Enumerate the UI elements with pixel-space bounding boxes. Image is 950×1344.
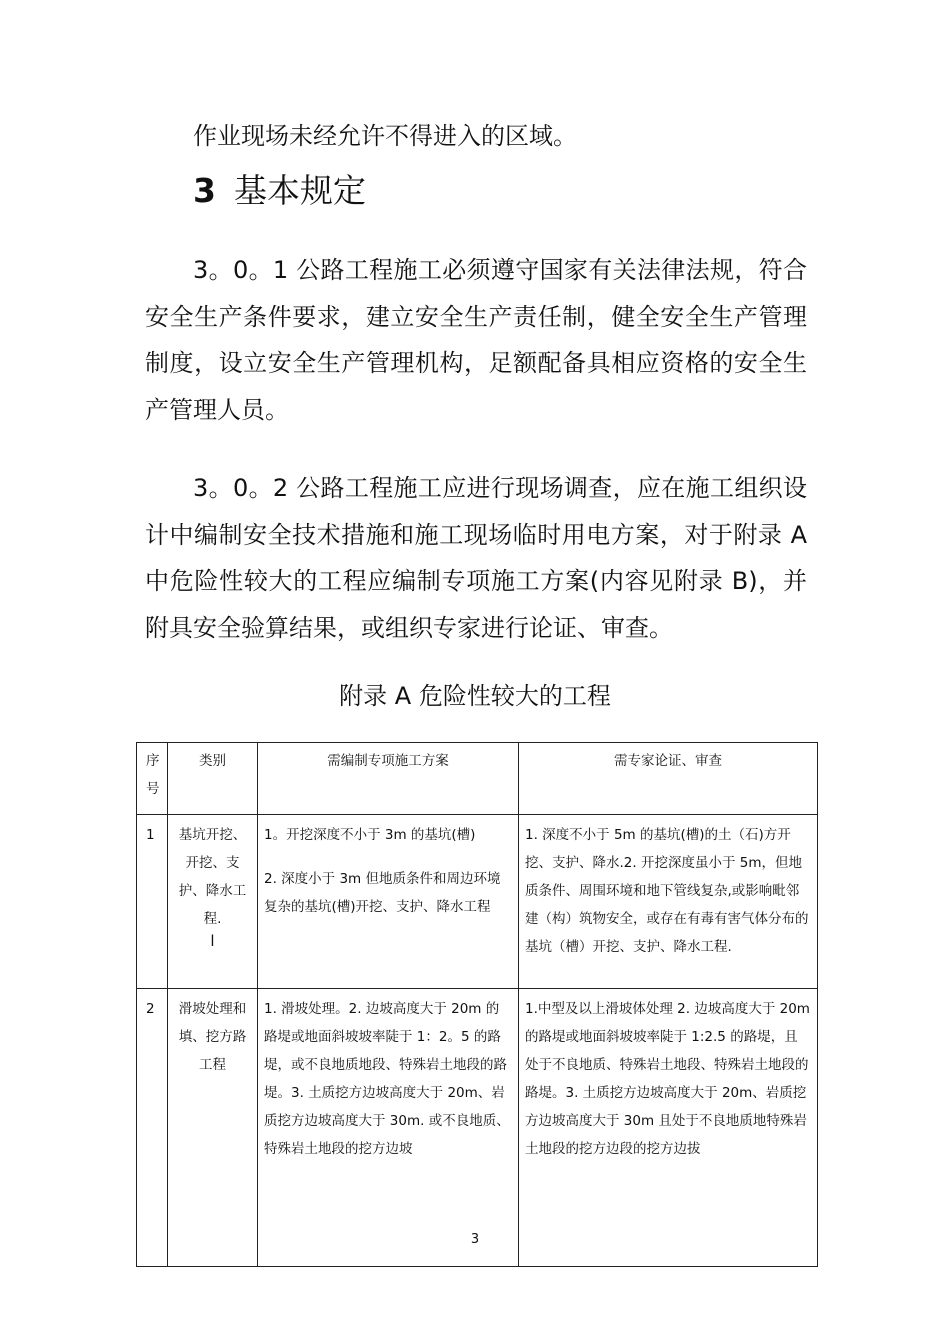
header-category: 类别: [168, 743, 258, 815]
section-heading: [193, 168, 366, 214]
table-row: [137, 815, 818, 989]
header-no: 序号: [137, 743, 168, 815]
clause-3-0-1: 3。0。1 公路工程施工必须遵守国家有关法律法规，符合安全生产条件要求，建立安全生产责任制，健全安全生产管理制度，设立安全生产管理机构，足额配备具相应资格的安全生产管理人员。: [145, 256, 807, 424]
row-plan: [258, 815, 519, 989]
section-number: 3: [193, 171, 216, 210]
table-header-row: [137, 743, 818, 815]
header-plan: 需编制专项施工方案: [258, 743, 519, 815]
category-mark: l: [210, 932, 215, 950]
plan-item-2: 2. 深度小于 3m 但地质条件和周边环境复杂的基坑(槽)开挖、支护、降水工程: [264, 871, 501, 915]
plan-item-1: 1。开挖深度不小于 3m 的基坑(槽): [264, 827, 476, 843]
table-row: [137, 989, 818, 1267]
row-plan: 1. 滑坡处理。2. 边坡高度大于 20m 的路堤或地面斜坡坡率陡于 1：2。5 的路堤，或不良地质地段、特殊岩土地段的路堤。3. 土质挖方边坡高度大于 20m、岩质挖方边坡高度大于 30m. 或不良地质、特殊岩土地段的挖方边坡: [258, 989, 519, 1267]
hazard-works-table: [136, 742, 818, 1267]
row-number: 2: [137, 989, 168, 1267]
page-number: 3: [470, 1232, 480, 1247]
row-expert: 1.中型及以上滑坡体处理 2. 边坡高度大于 20m 的路堤或地面斜坡坡率陡于 1:2.5 的路堤，且处于不良地质、特殊岩土地段、特殊岩土地段的路堤。3. 土质挖方边坡高度大于 20m、岩质挖方边坡高度大于 30m 且处于不良地质地特殊岩土地段的挖方边段的挖方边拔: [519, 989, 818, 1267]
row-number: 1: [137, 815, 168, 989]
section-title: 基本规定: [233, 171, 366, 210]
row-expert: 1. 深度不小于 5m 的基坑(槽)的土（石)方开挖、支护、降水.2. 开挖深度虽小于 5m，但地质条件、周围环境和地下管线复杂,或影响毗邻建（构）筑物安全，或存在有毒有害气体分布的基坑（槽）开挖、支护、降水工程.: [519, 815, 818, 989]
row-category: 滑坡处理和填、挖方路工程: [168, 989, 258, 1267]
clause-3-0-2: 3。0。2 公路工程施工应进行现场调查，应在施工组织设计中编制安全技术措施和施工现场临时用电方案，对于附录 A 中危险性较大的工程应编制专项施工方案(内容见附录 B)，并附具安全验算结果，或组织专家进行论证、审查。: [145, 474, 807, 642]
intro-text: 作业现场未经允许不得进入的区域。: [193, 122, 577, 150]
header-expert: 需专家论证、审查: [519, 743, 818, 815]
category-text: 基坑开挖、开挖、支护、降水工程.: [178, 827, 247, 927]
row-category: [168, 815, 258, 989]
appendix-table-title: 附录 A 危险性较大的工程: [339, 682, 611, 710]
